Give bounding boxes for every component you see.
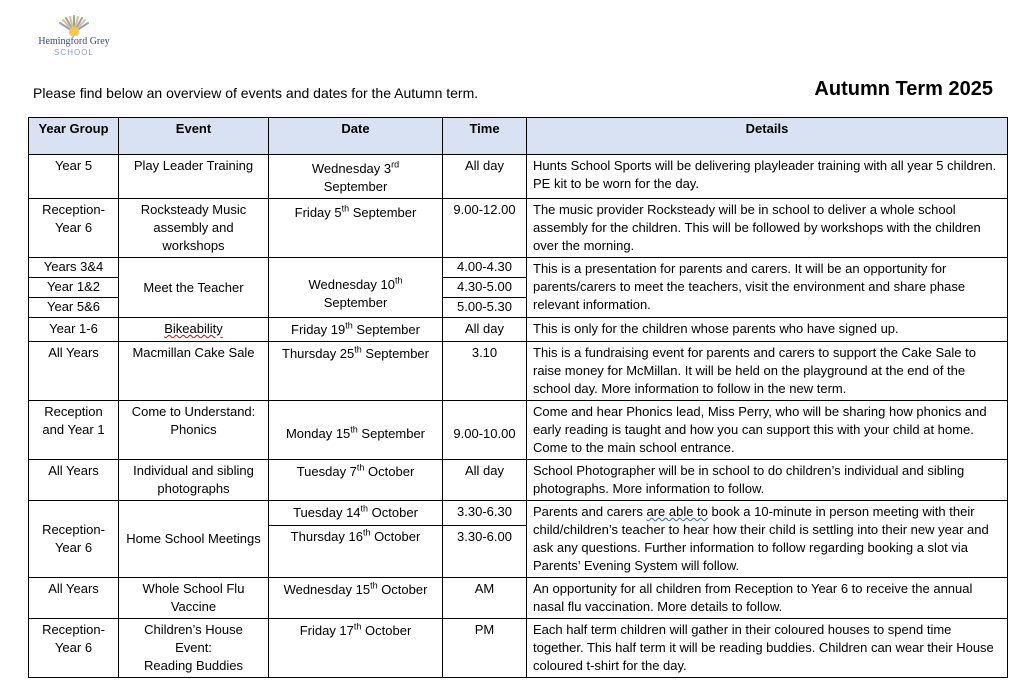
table-row [29,258,1008,278]
cell-time: 3.10 [443,342,527,401]
date-text: Friday 5 [294,205,342,220]
table-row [29,199,1008,258]
date-suffix: th [341,203,350,214]
date-suffix: th [362,527,371,538]
event-text: Children’s House Event: [144,622,243,655]
school-logo [34,14,114,60]
date-month: October [368,505,418,520]
date-suffix: rd [391,159,400,170]
cell-event: Home School Meetings [119,501,269,578]
cell-details: This is a fundraising event for parents and carers to support the Cake Sale to raise money for McMillan. It will be held on the playground at the end of the school day. More information to follow in the new term. [527,342,1008,401]
table-row [29,460,1008,501]
logo-subtitle: SCHOOL [54,48,94,57]
cell-date [269,342,443,401]
cell-time: 4.30-5.00 [443,278,527,298]
cell-details: Each half term children will gather in their coloured houses to spend time together. This half term it will be reading buddies. Children can wear their House coloured t-shirt for the day. [527,619,1008,678]
date-month: October [361,623,412,638]
details-text: book a 10-minute in person meeting with their child/children’s teacher to hear how their child is settling into their new year and ask any questions. Further information to follow regarding booking a slot via Parents’ Evening System will follow. [533,504,989,573]
details-grammar-flag: are able to [646,504,708,519]
cell-details: The music provider Rocksteady will be in school to deliver a whole school assembly for the children. This will be followed by workshops with the children over the morning. [527,199,1008,258]
cell-year: Reception- Year 6 [29,619,119,678]
date-month: September [352,322,420,337]
date-text: Tuesday 14 [293,505,361,520]
cell-time: 9.00-10.00 [443,401,527,460]
table-row [29,401,1008,460]
cell-details: This is a presentation for parents and carers. It will be an opportunity for parents/carers to meet the teachers, visit the environment and share phase relevant information. [527,258,1008,318]
table-row [29,318,1008,342]
date-suffix: th [394,275,403,286]
date-text: Friday 19 [291,322,346,337]
table-header-row [29,118,1008,155]
cell-date [269,401,443,460]
date-text: Wednesday 15 [283,582,371,597]
cell-date [269,318,443,342]
logo-name: Hemingford Grey [38,36,110,47]
cell-date [269,578,443,619]
cell-year: Reception and Year 1 [29,401,119,460]
cell-time: All day [443,155,527,199]
header-time: Time [443,118,527,155]
cell-year: Reception- Year 6 [29,501,119,578]
cell-details: School Photographer will be in school to do children’s individual and sibling photographs. More information to follow. [527,460,1008,501]
cell-date [269,258,443,318]
cell-year: All Years [29,460,119,501]
date-suffix: th [370,580,378,591]
cell-year: Reception- Year 6 [29,199,119,258]
date-month: October [377,582,428,597]
date-text: Friday 17 [299,623,354,638]
date-suffix: th [360,503,369,514]
date-month: September [323,179,388,194]
cell-event: Meet the Teacher [119,258,269,318]
cell-event: Whole School Flu Vaccine [119,578,269,619]
cell-time: 3.30-6.00 [443,525,527,577]
event-text: Bikeability [164,321,223,336]
date-suffix: th [353,621,362,632]
date-text: Thursday 16 [290,528,363,544]
date-month: September [349,205,417,220]
date-text: Tuesday 7 [296,464,357,479]
cell-details: Hunts School Sports will be delivering playleader training with all year 5 children. PE kit to be worn for the day. [527,155,1008,199]
cell-event: Play Leader Training [119,155,269,199]
cell-date [269,460,443,501]
cell-year: Year 1&2 [29,278,119,298]
details-text: Parents and carers [533,504,647,519]
cell-details [527,501,1008,578]
cell-event [119,619,269,678]
cell-year: Year 5 [29,155,119,199]
table-row [29,619,1008,678]
header-details: Details [527,118,1008,155]
cell-year: Year 1-6 [29,318,119,342]
cell-event [119,318,269,342]
cell-time: 9.00-12.00 [443,199,527,258]
cell-date [269,501,443,526]
cell-time: 4.00-4.30 [443,258,527,278]
cell-event: Individual and sibling photographs [119,460,269,501]
date-text: Thursday 25 [282,346,355,361]
table-row [29,501,1008,526]
date-text: Wednesday 10 [308,276,395,292]
date-month: October [364,464,415,479]
date-suffix: th [356,462,365,473]
date-suffix: th [354,344,362,355]
cell-time: All day [443,318,527,342]
date-suffix: th [345,320,353,331]
table-row [29,155,1008,199]
sun-icon [52,14,96,36]
cell-time: 5.00-5.30 [443,298,527,318]
page-title: Autumn Term 2025 [814,78,993,100]
events-table [28,117,1008,678]
date-month: September [357,426,426,441]
table-row [29,578,1008,619]
cell-year: Year 5&6 [29,298,119,318]
cell-date [269,619,443,678]
cell-event: Come to Understand: Phonics [119,401,269,460]
date-suffix: th [350,424,358,435]
cell-time: 3.30-6.30 [443,501,527,526]
cell-time: PM [443,619,527,678]
cell-time: All day [443,460,527,501]
cell-event: Rocksteady Music assembly and workshops [119,199,269,258]
date-month: September [323,294,388,310]
date-month: October [370,528,421,544]
cell-year: All Years [29,578,119,619]
cell-details: This is only for the children whose parents who have signed up. [527,318,1008,342]
header-year-group: Year Group [29,118,119,155]
cell-details: Come and hear Phonics lead, Miss Perry, who will be sharing how phonics and early reading is taught and how you can support this with your child at home. Come to the main school entrance. [527,401,1008,460]
cell-year: Years 3&4 [29,258,119,278]
cell-date [269,199,443,258]
header-event: Event [119,118,269,155]
cell-year: All Years [29,342,119,401]
cell-date [269,525,443,577]
cell-details: An opportunity for all children from Reception to Year 6 to receive the annual nasal flu vaccination. More details to follow. [527,578,1008,619]
date-month: September [361,346,429,361]
intro-text: Please find below an overview of events and dates for the Autumn term. [33,85,479,101]
cell-date [269,155,443,199]
table-row [29,342,1008,401]
date-text: Wednesday 3 [311,161,392,176]
event-text: Reading Buddies [143,658,244,673]
cell-time: AM [443,578,527,619]
cell-event: Macmillan Cake Sale [119,342,269,401]
date-text: Monday 15 [285,426,351,441]
header-date: Date [269,118,443,155]
